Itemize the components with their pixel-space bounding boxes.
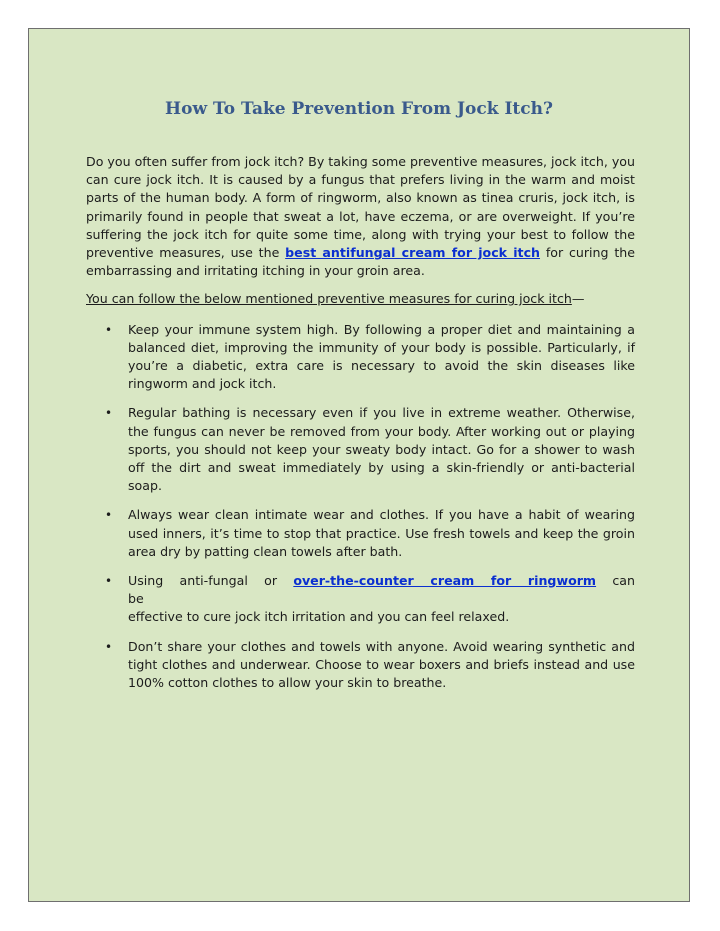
lead-in-suffix: — <box>571 291 585 307</box>
list-item-text: Don’t share your clothes and towels with anyone. Avoid wearing synthetic and tight clothes and underwear. Choose to wear boxers and briefs instead and use 100% cotton clothes to allow your skin to breathe. <box>128 638 635 691</box>
list-item-first-line <box>128 572 635 608</box>
bullet-icon: • <box>105 406 113 421</box>
measures-lead-in <box>86 290 635 308</box>
intro-text-before-link: Do you often suffer from jock itch? By taking some preventive measures, jock itch, you can cure jock itch. It is caused by a fungus that prefers living in the warm and moist parts of the human body. A form of ringworm, also known as tinea cruris, jock itch, is primarily found in people that sweat a lot, have eczema, or are overweight. If you’re suffering the jock itch for quite some time, along with trying your best to follow the preventive measures, use the <box>86 154 635 261</box>
list-item-text: Keep your immune system high. By following a proper diet and maintaining a balanced diet, improving the immunity of your body is possible. Particularly, if you’re a diabetic, extra care is necessary to avoid the skin diseases like ringworm and jock itch. <box>128 321 635 392</box>
preventive-measures-list <box>86 321 635 693</box>
ringworm-cream-link[interactable]: over-the-counter cream for ringworm <box>293 573 597 589</box>
list-item-rest: effective to cure jock itch irritation and you can feel relaxed. <box>128 609 510 625</box>
list-item-text: Regular bathing is necessary even if you live in extreme weather. Otherwise, the fungus can never be removed from your body. After working out or playing sports, you should not keep your sweaty body intact. Go for a shower to wash off the dirt and sweat immediately by using a skin-friendly or anti-bacterial soap. <box>128 405 635 494</box>
bullet-icon: • <box>105 639 113 654</box>
list-item <box>86 404 635 495</box>
antifungal-cream-link[interactable]: best antifungal cream for jock itch <box>285 245 541 261</box>
list-item <box>86 506 635 561</box>
list-item <box>86 321 635 394</box>
list-item-text: Always wear clean intimate wear and clothes. If you have a habit of wearing used inners, it’s time to stop that practice. Use fresh towels and keep the groin area dry by patting clean towels after bath. <box>128 507 635 559</box>
intro-text-after-link: for curing the embarrassing and irritating itching in your groin area. <box>86 245 635 279</box>
list-item-text-after-link: can be <box>128 573 635 607</box>
list-item <box>86 572 635 627</box>
bullet-icon: • <box>105 574 113 589</box>
page-title: How To Take Prevention From Jock Itch? <box>165 99 553 119</box>
document-page <box>28 28 690 902</box>
lead-in-underlined-text: You can follow the below mentioned preventive measures for curing jock itch <box>86 291 572 307</box>
intro-paragraph <box>86 153 635 280</box>
document-body <box>86 153 635 703</box>
bullet-icon: • <box>105 508 113 523</box>
list-item-text-before-link: Using anti-fungal or <box>128 573 294 589</box>
list-item <box>86 638 635 693</box>
bullet-icon: • <box>105 322 113 337</box>
